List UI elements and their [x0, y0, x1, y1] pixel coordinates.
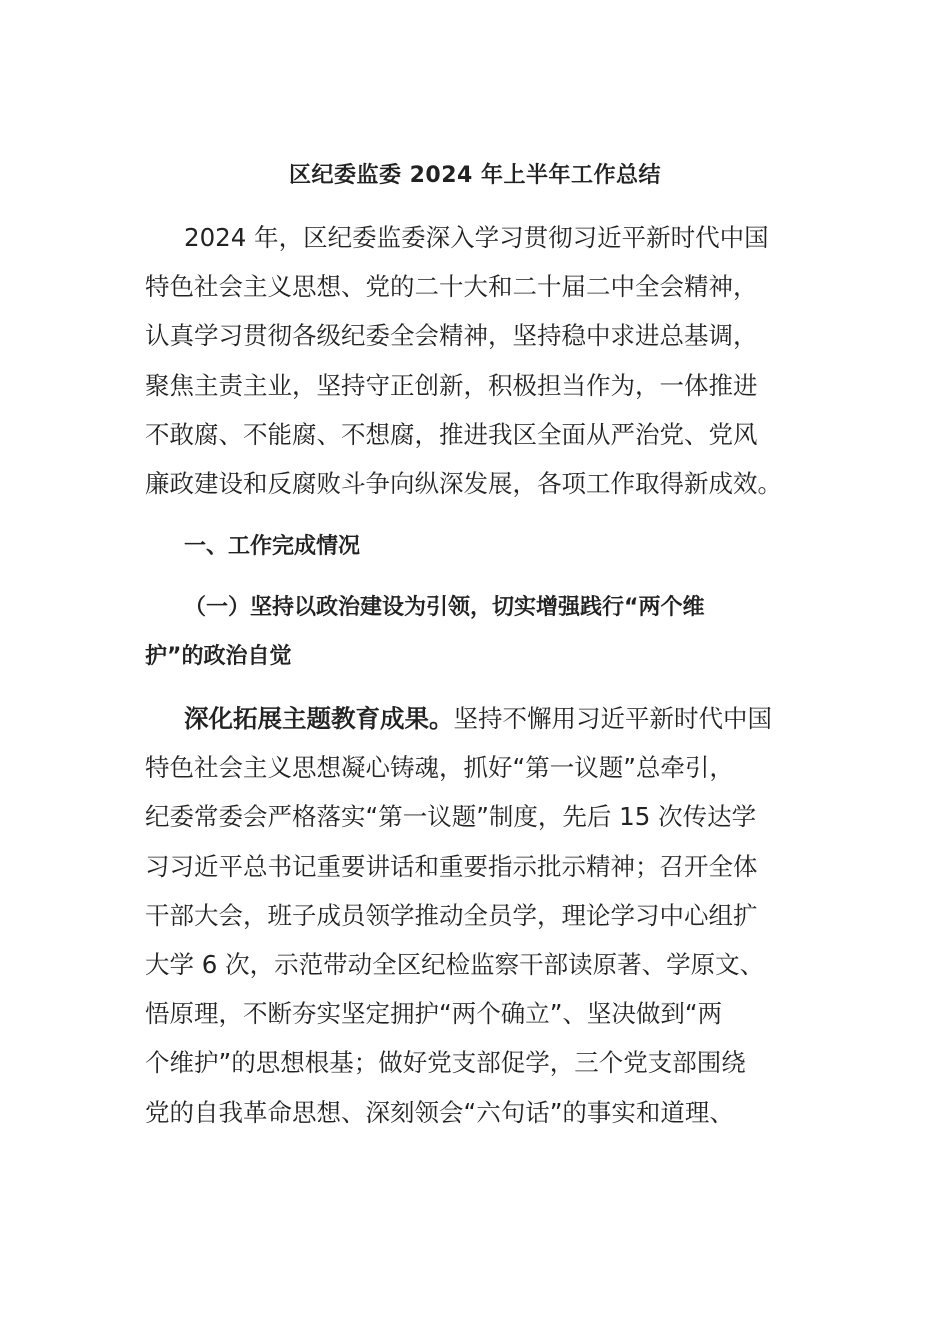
- text-line: 纪委常委会严格落实“第一议题”制度，先后 15 次传达学: [145, 802, 757, 832]
- paragraph-lead: 深化拓展主题教育成果。: [184, 704, 454, 733]
- body-paragraph: [145, 694, 810, 1137]
- intro-paragraph: [145, 213, 810, 508]
- text-line: 特色社会主义思想凝心铸魂，抓好“第一议题”总牵引，: [145, 753, 734, 783]
- text-line: [145, 694, 810, 743]
- paragraph-lead-rest: 坚持不懈用习近平新时代中国: [453, 704, 772, 733]
- text-line: 聚焦主责主业，坚持守正创新，积极担当作为，一体推进: [145, 370, 758, 400]
- text-line: 习习近平总书记重要讲话和重要指示批示精神；召开全体: [145, 851, 758, 881]
- section-heading: [145, 522, 810, 571]
- text-line: 大学 6 次，示范带动全区纪检监察干部读原著、学原文、: [145, 950, 765, 980]
- text-line: 不敢腐、不能腐、不想腐，推进我区全面从严治党、党风: [145, 419, 758, 449]
- subsection-heading: [145, 583, 810, 681]
- text-line: 党的自我革命思想、深刻领会“六句话”的事实和道理、: [145, 1097, 734, 1127]
- text-line: 干部大会，班子成员领学推动全员学，理论学习中心组扩: [145, 900, 758, 930]
- text-line: 悟原理，不断夯实坚定拥护“两个确立”、坚决做到“两: [145, 999, 723, 1029]
- subsection-heading-line: 护”的政治自觉: [145, 644, 292, 670]
- text-line: 认真学习贯彻各级纪委全会精神，坚持稳中求进总基调，: [145, 321, 758, 351]
- text-line: 2024 年，区纪委监委深入学习贯彻习近平新时代中国: [184, 223, 769, 252]
- text-line: 特色社会主义思想、党的二十大和二十届二中全会精神，: [145, 272, 758, 302]
- text-line: 廉政建设和反腐败斗争向纵深发展，各项工作取得新成效。: [145, 469, 782, 499]
- subsection-heading-line: （一）坚持以政治建设为引领，切实增强践行“两个维: [184, 595, 705, 620]
- section-heading-text: 一、工作完成情况: [184, 534, 361, 559]
- document-title: 区纪委监委 2024 年上半年工作总结: [288, 163, 662, 188]
- text-line: 个维护”的思想根基；做好党支部促学，三个党支部围绕: [145, 1048, 746, 1078]
